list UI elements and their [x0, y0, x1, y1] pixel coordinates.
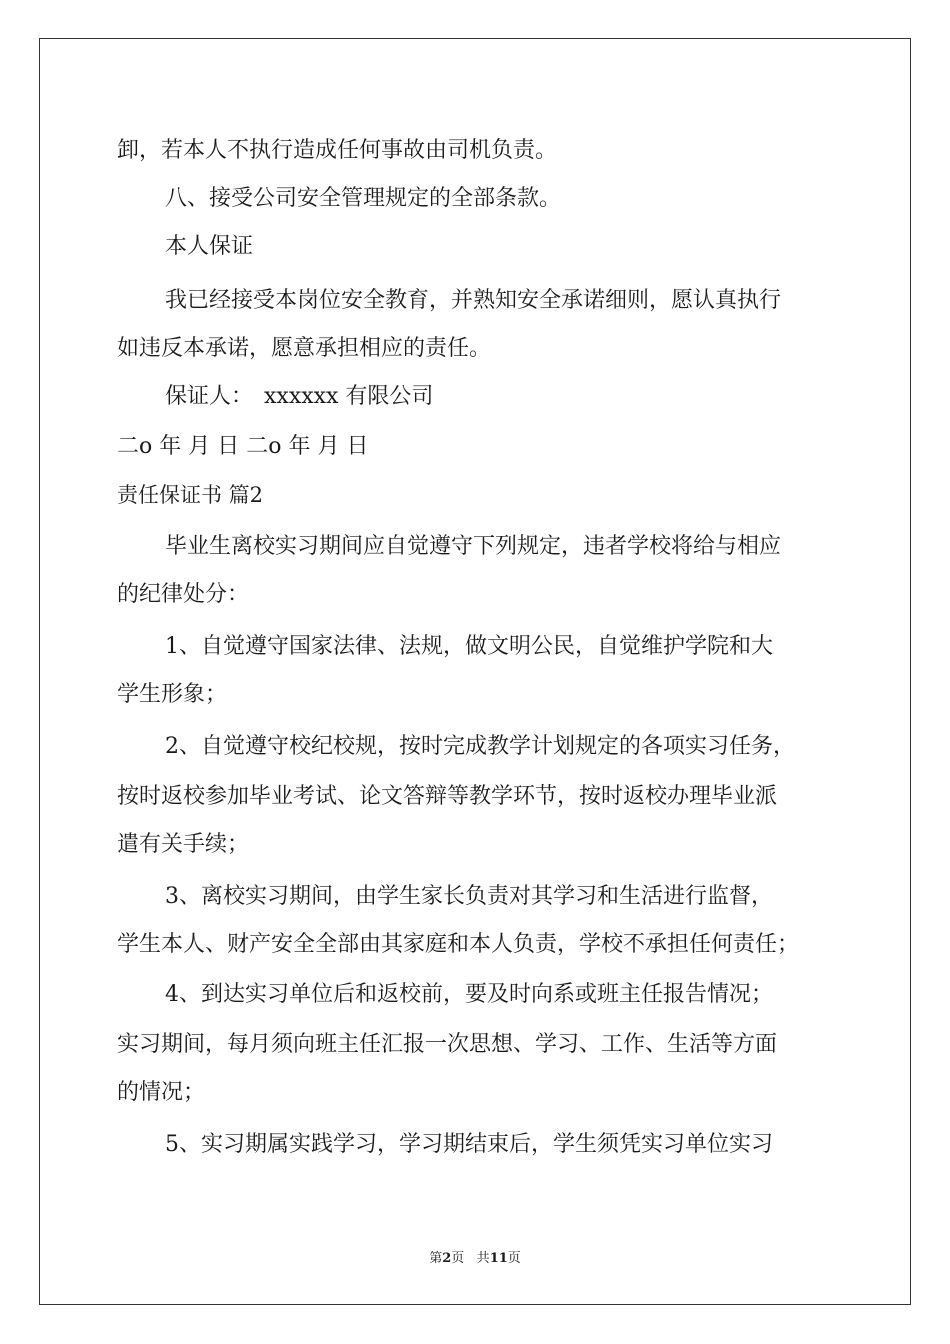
text-line: 保证人： xxxxxx 有限公司 — [165, 384, 434, 409]
text-line: 本人保证 — [165, 234, 254, 259]
footer-total-prefix: 共 — [476, 1251, 490, 1266]
text-line: 遣有关手续； — [117, 832, 250, 857]
text-line: 我已经接受本岗位安全教育，并熟知安全承诺细则，愿认真执行 — [165, 288, 782, 313]
footer-page-suffix: 页 — [451, 1251, 465, 1266]
text-line: 二o 年 月 日 二o 年 月 日 — [117, 434, 369, 459]
text-line: 的纪律处分： — [117, 582, 250, 607]
total-page-count: 11 — [489, 1251, 508, 1266]
text-line: 的情况； — [117, 1080, 206, 1105]
text-line: 5、实习期属实践学习，学习期结束后，学生须凭实习单位实习 — [165, 1132, 773, 1157]
footer-total-suffix: 页 — [507, 1251, 521, 1266]
text-line: 按时返校参加毕业考试、论文答辩等教学环节，按时返校办理毕业派 — [117, 784, 778, 809]
text-line: 卸，若本人不执行造成任何事故由司机负责。 — [117, 138, 558, 163]
text-line: 实习期间，每月须向班主任汇报一次思想、学习、工作、生活等方面 — [117, 1032, 778, 1057]
text-line: 3、离校实习期间，由学生家长负责对其学习和生活进行监督， — [165, 884, 773, 909]
text-line: 八、接受公司安全管理规定的全部条款。 — [165, 186, 562, 211]
page-footer — [0, 1247, 950, 1266]
text-line: 1、自觉遵守国家法律、法规，做文明公民，自觉维护学院和大 — [165, 634, 773, 659]
current-page-number: 2 — [442, 1251, 452, 1266]
text-line: 如违反本承诺，愿意承担相应的责任。 — [117, 336, 492, 361]
text-line: 毕业生离校实习期间应自觉遵守下列规定，违者学校将给与相应 — [165, 534, 782, 559]
text-line: 学生形象； — [117, 682, 228, 707]
text-line: 2、自觉遵守校纪校规，按时完成教学计划规定的各项实习任务， — [165, 734, 795, 759]
section-heading: 责任保证书 篇2 — [117, 483, 264, 507]
text-line: 4、到达实习单位后和返校前，要及时向系或班主任报告情况； — [165, 982, 773, 1007]
text-line: 学生本人、财产安全全部由其家庭和本人负责，学校不承担任何责任； — [117, 932, 800, 957]
footer-prefix: 第 — [429, 1251, 443, 1266]
